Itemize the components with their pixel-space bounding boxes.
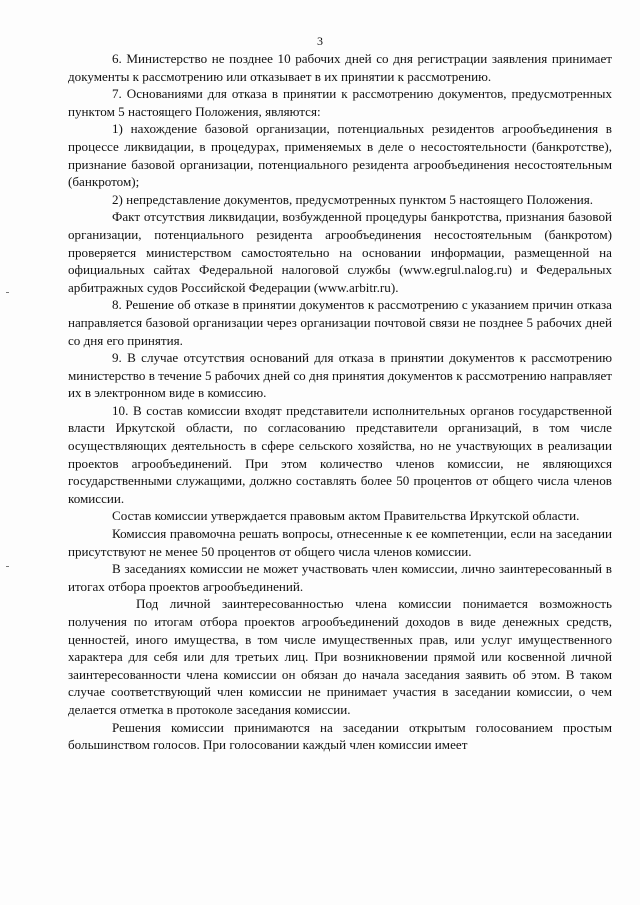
paragraph-commission-quorum: Комиссия правомочна решать вопросы, отнесенные к ее компетенции, если на заседании присутствуют не менее 50 процентов от общего числа членов комиссии. (68, 526, 612, 559)
margin-mark (6, 566, 9, 567)
margin-mark (6, 292, 9, 293)
paragraph-commission-participation: В заседаниях комиссии не может участвовать член комиссии, лично заинтересованный в итогах отбора проектов агрообъединений. (68, 561, 612, 594)
paragraph-commission-decisions: Решения комиссии принимаются на заседании открытым голосованием простым большинством голосов. При голосовании каждый член комиссии имеет (68, 719, 612, 753)
paragraph-item-8: 8. Решение об отказе в принятии документов к рассмотрению с указанием причин отказа направляется базовой организации через организации почтовой связи не позднее 5 рабочих дней со дня его принятия. (68, 297, 612, 348)
document-body (68, 50, 612, 754)
paragraph-personal-interest: Под личной заинтересованностью члена комиссии понимается возможность получения по итогам отбора проектов агрообъединений доходов в виде денежных средств, ценностей, иного имущества, в том числе имущественных прав, или услуг имущественного характера для себя или для третьих лиц. При возникновении прямой или косвенной личной заинтересованности члена комиссии он обязан до начала заседания заявить об этом. В таком случае соответствующий член комиссии не принимает участия в заседании комиссии, о чем делается отметка в протоколе заседания комиссии. (68, 596, 612, 717)
paragraph-item-7: 7. Основаниями для отказа в принятии к рассмотрению документов, предусмотренных пунктом 5 настоящего Положения, являются: (68, 86, 612, 119)
paragraph-item-7-2: 2) непредставление документов, предусмотренных пунктом 5 настоящего Положения. (112, 191, 594, 207)
paragraph-item-10: 10. В состав комиссии входят представители исполнительных органов государственной власти Иркутской области, по согласованию представители организаций, в том числе осуществляющих деятельность в сфере сельского хозяйства, но не участвующих в реализации проектов агрообъединений. При этом количество членов комиссии, не являющихся государственными служащими, должно составлять более 50 процентов от общего числа членов комиссии. (68, 402, 612, 506)
page-number: 3 (317, 34, 323, 48)
paragraph-item-7-1: 1) нахождение базовой организации, потенциальных резидентов агрообъединения в процессе ликвидации, в процедурах, применяемых в деле о несостоятельности (банкротстве), признание базовой организации, потенциального резидента агрообъединения несостоятельным (банкротом); (68, 121, 612, 190)
paragraph-fact-check: Факт отсутствия ликвидации, возбужденной процедуры банкротства, признания базовой организации, потенциального резидента агрообъединения несостоятельным (банкротом) проверяется министерством самостоятельно на основании информации, размещенной на официальных сайтах Федеральной налоговой службы (www.egrul.nalog.ru) и Федеральных арбитражных судов Российской Федерации (www.arbitr.ru). (68, 209, 612, 295)
paragraph-commission-composition: Состав комиссии утверждается правовым актом Правительства Иркутской области. (112, 508, 580, 524)
paragraph-item-6: 6. Министерство не позднее 10 рабочих дней со дня регистрации заявления принимает документы к рассмотрению или отказывает в их принятии к рассмотрению. (68, 51, 612, 84)
paragraph-item-9: 9. В случае отсутствия оснований для отказа в принятии документов к рассмотрению министерство в течение 5 рабочих дней со дня принятия документов к рассмотрению направляет их в электронном виде в комиссию. (68, 350, 612, 401)
